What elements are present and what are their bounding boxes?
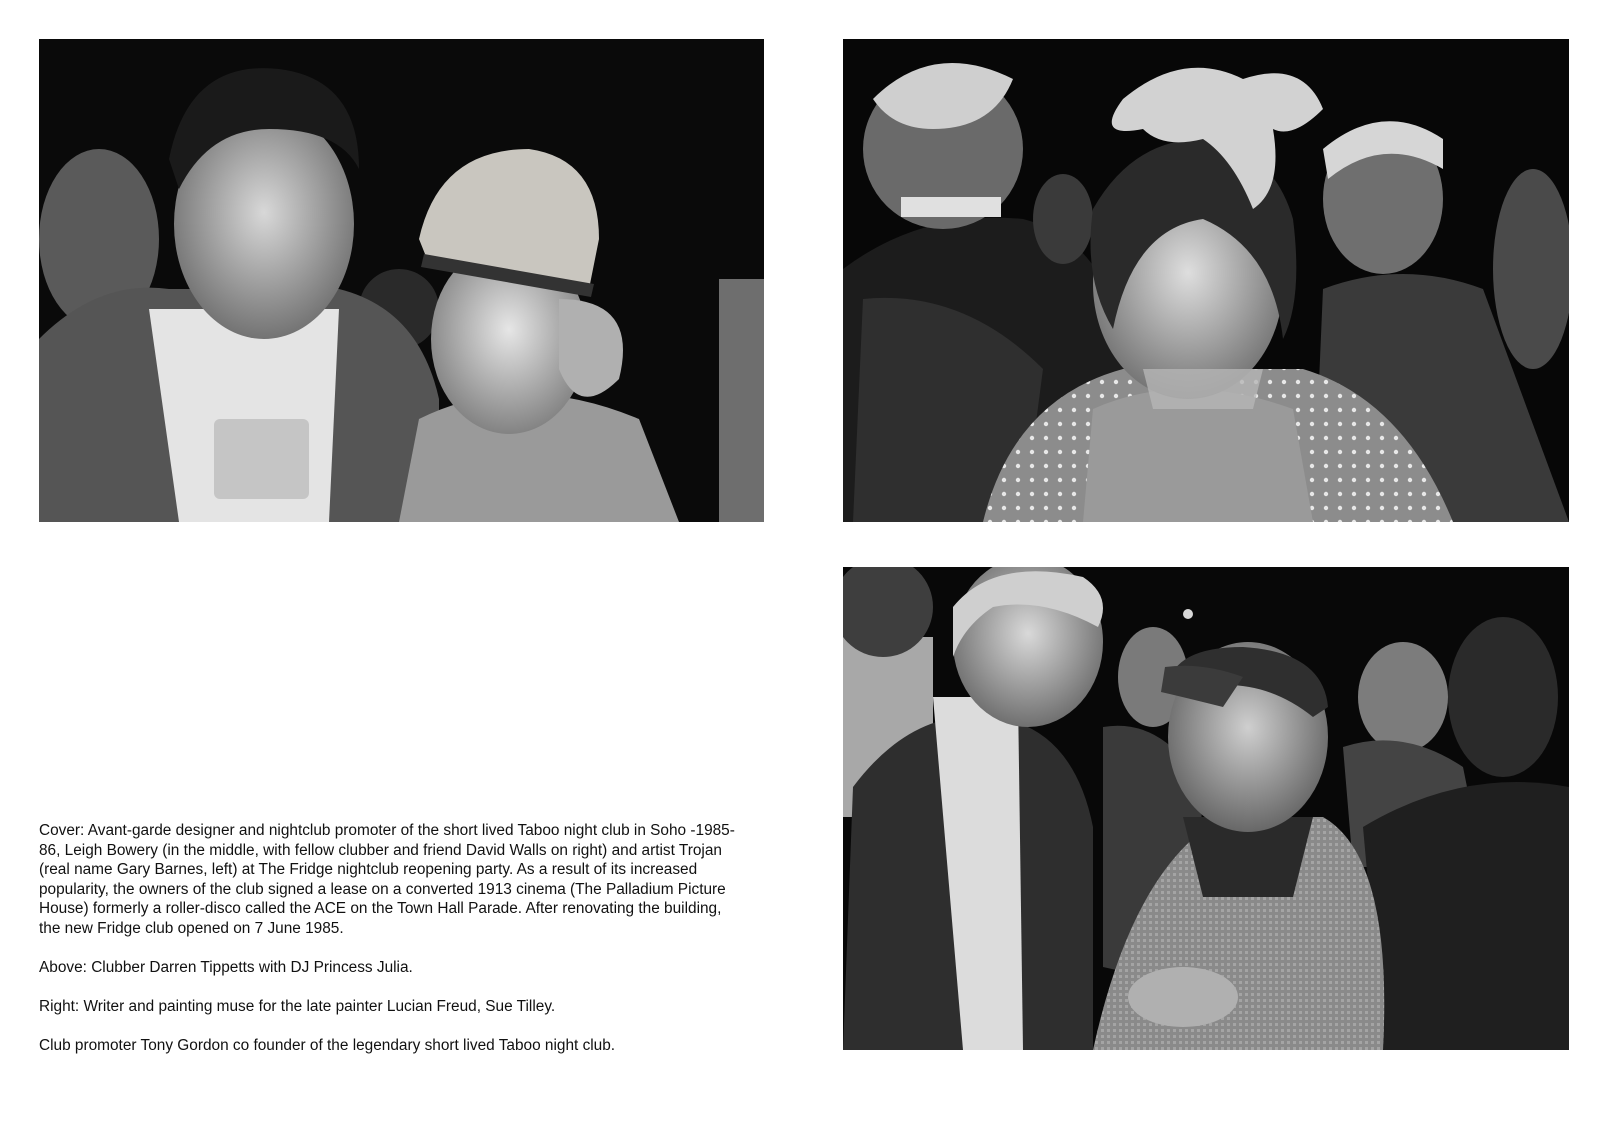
caption-above: Above: Clubber Darren Tippetts with DJ Princess Julia. xyxy=(39,958,413,976)
bw-photo-clubbers-cap-icon xyxy=(843,567,1569,1050)
caption-block xyxy=(39,821,739,1075)
photo-clubbers-with-cap xyxy=(843,567,1569,1050)
caption-promoter: Club promoter Tony Gordon co founder of the legendary short lived Taboo night club. xyxy=(39,1036,616,1054)
bw-photo-couple-hat-icon xyxy=(39,39,764,522)
caption-cover: Cover: Avant-garde designer and nightclub promoter of the short lived Taboo night club in Soho -1985-86, Leigh Bowery (in the middle, with fellow clubber and friend David Walls on right) and artist Trojan (real name Gary Barnes, left) at The Fridge nightclub reopening party. As a result of its increased popularity, the owners of the club signed a lease on a converted 1913 cinema (The Palladium Picture House) formerly a roller-disco called the ACE on the Town Hall Parade. After renovating the building, the new Fridge club opened on 7 June 1985. xyxy=(39,822,735,937)
bw-photo-woman-bow-icon xyxy=(843,39,1569,522)
photo-woman-with-bow xyxy=(843,39,1569,522)
caption-right: Right: Writer and painting muse for the late painter Lucian Freud, Sue Tilley. xyxy=(39,997,556,1015)
photo-couple-with-hat xyxy=(39,39,764,522)
